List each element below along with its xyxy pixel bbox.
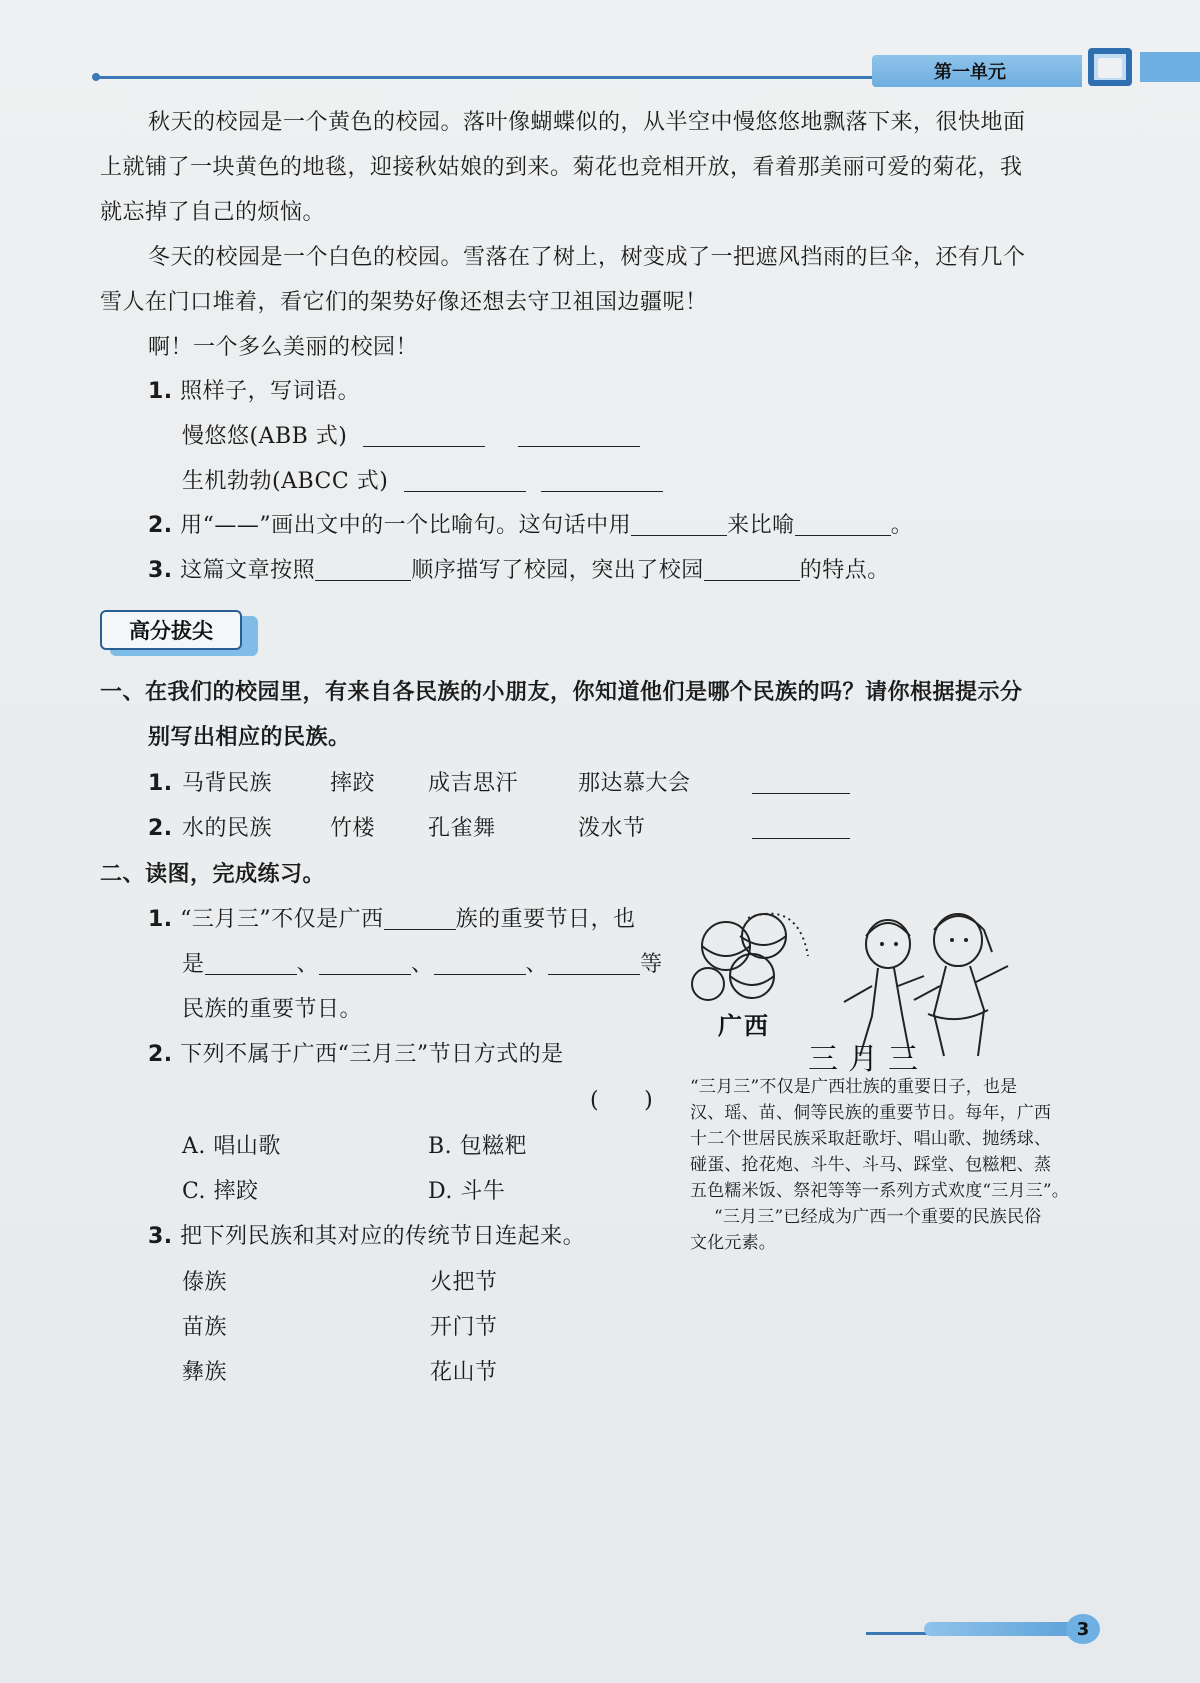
hint-word: 那达慕大会 — [578, 771, 691, 796]
answer-blank[interactable] — [384, 907, 456, 930]
caption-line: “三月三”已经成为广西一个重要的民族民俗 — [714, 1207, 1042, 1227]
answer-blank[interactable] — [319, 952, 411, 975]
part2-q1-line3: 民族的重要节日。 — [182, 997, 363, 1022]
abcc-example — [182, 467, 663, 497]
festival-name[interactable]: 花山节 — [430, 1360, 498, 1385]
question-text: 族的重要节日，也 — [455, 907, 636, 932]
question-number: 3. — [148, 558, 173, 583]
separator: 、 — [411, 952, 434, 977]
header-strip — [1140, 52, 1200, 82]
place-label: 广西 — [718, 1012, 770, 1040]
hint-word: 马背民族 — [182, 771, 273, 796]
part2-q1 — [148, 905, 636, 935]
question-2 — [148, 511, 913, 541]
option-a[interactable]: A. 唱山歌 — [182, 1134, 281, 1159]
answer-blank[interactable] — [518, 424, 640, 447]
unit-title: 第一单元 — [872, 55, 1082, 87]
caption-line: 五色糯米饭、祭祀等等一系列方式欢度“三月三”。 — [690, 1181, 1069, 1201]
footer-bar — [924, 1622, 1072, 1636]
passage-line: 冬天的校园是一个白色的校园。雪落在了树上，树变成了一把遮风挡雨的巨伞，还有几个 — [148, 245, 1026, 270]
question-text: 用“——”画出文中的一个比喻句。这句话中用 — [180, 513, 632, 538]
part1-title: 一、在我们的校园里，有来自各民族的小朋友，你知道他们是哪个民族的吗？请你根据提示分 — [100, 680, 1023, 705]
corner-decoration — [1088, 48, 1132, 86]
passage-line: 雪人在门口堆着，看它们的架势好像还想去守卫祖国边疆呢！ — [100, 290, 708, 315]
passage-line: 上就铺了一块黄色的地毯，迎接秋姑娘的到来。菊花也竞相开放，看着那美丽可爱的菊花，我 — [100, 155, 1023, 180]
answer-blank[interactable] — [752, 816, 850, 839]
question-text: 来比喻 — [727, 513, 795, 538]
answer-line — [752, 769, 850, 799]
hint-word: 竹楼 — [330, 816, 376, 841]
part2-q2 — [148, 1040, 564, 1070]
badge-label: 高分拔尖 — [100, 610, 242, 650]
question-text: 等 — [640, 952, 663, 977]
part1-row-1 — [148, 769, 173, 799]
sanyuesan-illustration — [688, 906, 1028, 1077]
question-text: 顺序描写了校园，突出了校园 — [411, 558, 704, 583]
question-text: 照样子，写词语。 — [180, 379, 361, 404]
answer-blank[interactable] — [752, 771, 850, 794]
separator: 、 — [525, 952, 549, 977]
answer-blank[interactable] — [795, 513, 891, 536]
question-number: 1. — [148, 379, 173, 404]
separator: 、 — [296, 952, 320, 977]
option-b[interactable]: B. 包糍粑 — [428, 1134, 528, 1159]
hint-word: 泼水节 — [578, 816, 646, 841]
answer-blank[interactable] — [548, 952, 640, 975]
part2-title: 二、读图，完成练习。 — [100, 862, 326, 887]
caption-line: 十二个世居民族采取赶歌圩、唱山歌、抛绣球、 — [690, 1129, 1052, 1149]
passage-line: 秋天的校园是一个黄色的校园。落叶像蝴蝶似的，从半空中慢悠悠地飘落下来，很快地面 — [148, 110, 1026, 135]
part2-q1-line2 — [182, 950, 663, 980]
question-text: 把下列民族和其对应的传统节日连起来。 — [180, 1224, 586, 1249]
question-text: 。 — [890, 513, 914, 538]
option-c[interactable]: C. 摔跤 — [182, 1179, 259, 1204]
question-text: 下列不属于广西“三月三”节日方式的是 — [180, 1042, 564, 1067]
page-number: 3 — [1066, 1614, 1100, 1644]
question-text: 的特点。 — [799, 558, 890, 583]
example-word: 慢悠悠(ABB 式) — [182, 424, 348, 449]
festival-name[interactable]: 开门节 — [430, 1315, 498, 1340]
ethnic-group[interactable]: 彝族 — [182, 1360, 228, 1385]
header-rule — [96, 76, 876, 79]
hint-word: 孔雀舞 — [428, 816, 496, 841]
part1-title: 别写出相应的民族。 — [148, 725, 351, 750]
caption-line: 文化元素。 — [690, 1233, 776, 1253]
hint-word: 水的民族 — [182, 816, 273, 841]
part1-row-2 — [148, 814, 173, 844]
question-number: 1. — [148, 771, 173, 796]
example-word: 生机勃勃(ABCC 式) — [182, 469, 389, 494]
question-text: 是 — [182, 952, 205, 977]
hint-word: 摔跤 — [330, 771, 376, 796]
answer-line — [752, 814, 850, 844]
answer-blank[interactable] — [404, 469, 526, 492]
answer-blank[interactable] — [541, 469, 663, 492]
festival-name[interactable]: 火把节 — [430, 1270, 498, 1295]
question-number: 2. — [148, 816, 173, 841]
question-3 — [148, 556, 890, 586]
question-number: 1. — [148, 907, 173, 932]
illustration-caption — [690, 1074, 1106, 1256]
caption-line: 碰蛋、抢花炮、斗牛、斗马、踩堂、包糍粑、蒸 — [690, 1155, 1052, 1175]
question-number: 3. — [148, 1224, 173, 1249]
caption-line: 汉、瑶、苗、侗等民族的重要节日。每年，广西 — [690, 1103, 1052, 1123]
caption-line: “三月三”不仅是广西壮族的重要日子，也是 — [690, 1077, 1018, 1097]
passage-line: 啊！一个多么美丽的校园！ — [148, 335, 419, 360]
question-text: 这篇文章按照 — [180, 558, 316, 583]
ethnic-group[interactable]: 苗族 — [182, 1315, 228, 1340]
answer-blank[interactable] — [704, 558, 800, 581]
hint-word: 成吉思汗 — [428, 771, 519, 796]
option-d[interactable]: D. 斗牛 — [428, 1179, 506, 1204]
passage-line: 就忘掉了自己的烦恼。 — [100, 200, 326, 225]
abb-example — [182, 422, 640, 452]
festival-title: 三月三 — [808, 1042, 928, 1077]
part2-q3 — [148, 1222, 585, 1252]
answer-blank[interactable] — [434, 952, 526, 975]
answer-paren[interactable]: ( ) — [590, 1088, 654, 1113]
question-number: 2. — [148, 1042, 173, 1067]
answer-blank[interactable] — [205, 952, 297, 975]
question-text: “三月三”不仅是广西 — [180, 907, 384, 932]
ethnic-group[interactable]: 傣族 — [182, 1270, 228, 1295]
answer-blank[interactable] — [363, 424, 485, 447]
answer-blank[interactable] — [315, 558, 411, 581]
answer-blank[interactable] — [631, 513, 727, 536]
question-number: 2. — [148, 513, 173, 538]
section-badge — [100, 610, 256, 654]
question-1 — [148, 377, 360, 407]
